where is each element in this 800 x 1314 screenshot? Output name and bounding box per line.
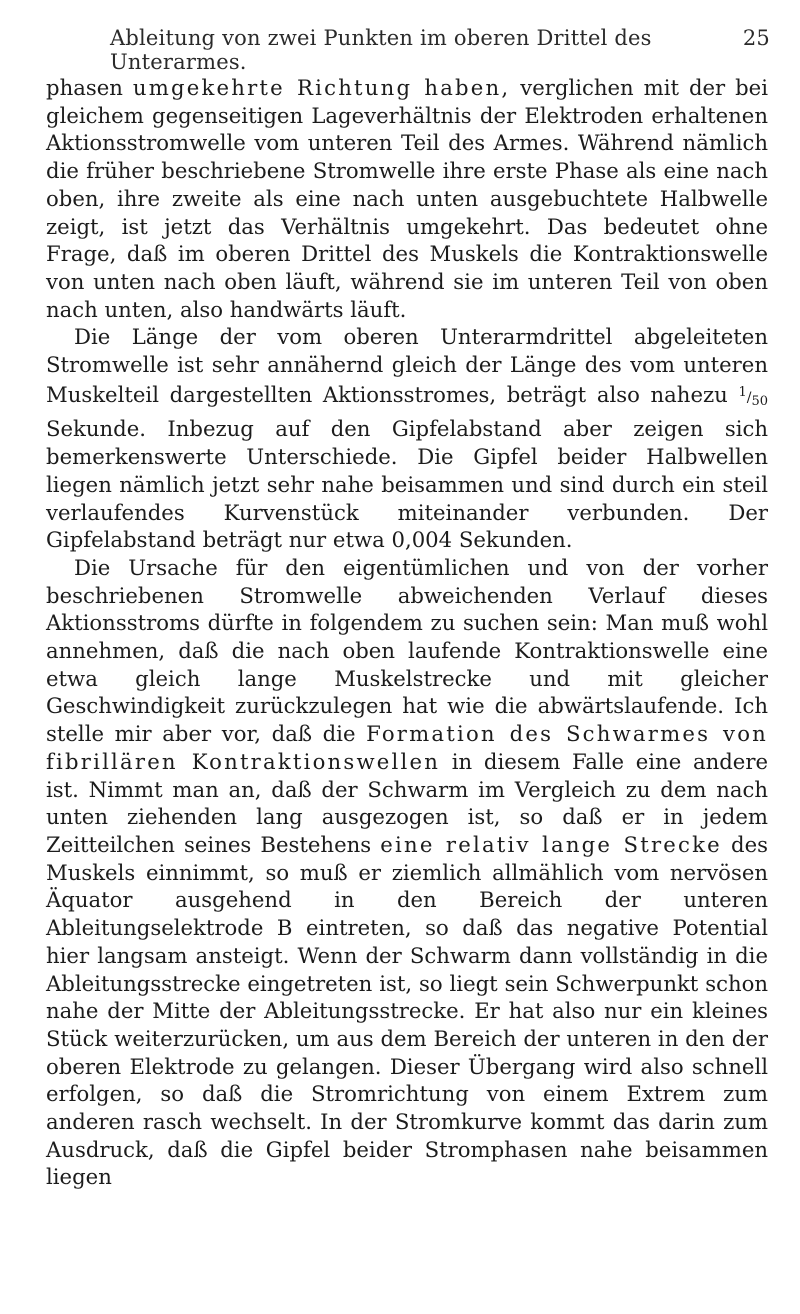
emphasized-text: umgekehrte Richtung haben, (132, 75, 511, 100)
paragraph (46, 323, 768, 554)
emphasized-text: eine relativ lange Strecke (380, 831, 722, 857)
text-run: phasen (46, 75, 133, 100)
fraction-numerator: 1 (738, 384, 747, 400)
paragraph (46, 554, 768, 1191)
body-text (46, 74, 768, 1191)
text-run: des Muskels einnimmt, so muß er ziemlich allmählich vom nervösen Äquator ausgehend in den Bereich der unteren Ableitungselektrode B eintreten, so daß das negative Potential hier langsam ansteigt. Wenn der Schwarm dann vollständig in die Ableitungsstrecke eingetreten ist, so liegt sein Schwerpunkt schon nahe der Mitte der Ableitungsstrecke. Er hat also nur ein kleines Stück weiterzurücken, um aus dem Bereich der unteren in den der oberen Elektrode zu gelangen. Dieser Übergang wird also schnell erfolgen, so daß die Stromrichtung von einem Extrem zum anderen rasch wechselt. In der Stromkurve kommt das darin zum Ausdruck, daß die Gipfel beider Stromphasen nahe beisammen liegen (46, 831, 768, 1190)
paragraph (46, 74, 768, 323)
fraction-denominator: 50 (751, 393, 768, 409)
text-run: Sekunde. Inbezug auf den Gipfelabstand aber zeigen sich bemerkenswerte Unterschiede. Die Gipfel beider Halbwellen liegen nämlich jetzt sehr nahe beisammen und sind durch ein steil verlaufendes Kurvenstück miteinander verbunden. Der Gipfelabstand beträgt nur etwa 0,004 Sekunden. (46, 416, 768, 553)
emphasized-text: Formation des Schwarmes von fibrillären Kontraktionswellen (46, 721, 768, 774)
running-header (110, 26, 770, 74)
text-run: Die Länge der vom oberen Unterarmdrittel abgeleiteten Stromwelle ist sehr annähernd gleich der Länge des vom unteren Muskelteil dargestellten Aktionsstromes, beträgt also nahezu (46, 324, 768, 407)
page-number: 25 (742, 26, 770, 50)
fraction-slash: / (746, 389, 752, 406)
text-run: verglichen mit der bei gleichem gegenseitigen Lageverhältnis der Elektroden erhaltenen Aktionsstromwelle vom unteren Teil des Armes. Während nämlich die früher beschriebene Stromwelle ihre erste Phase als eine nach oben, ihre zweite als eine nach unten ausgebuchtete Halbwelle zeigt, ist jetzt das Verhältnis umgekehrt. Das bedeutet ohne Frage, daß im oberen Drittel des Muskels die Kontraktionswelle von unten nach oben läuft, während sie im unteren Teil von oben nach unten, also handwärts läuft. (46, 75, 768, 322)
text-run: Die Ursache für den eigentümlichen und von der vorher beschriebenen Stromwelle abweichenden Verlauf dieses Aktionsstroms dürfte in folgendem zu suchen sein: Man muß wohl annehmen, daß die nach oben laufende Kontraktionswelle eine etwa gleich lange Muskelstrecke und mit gleicher Geschwindigkeit zurückzulegen hat wie die abwärtslaufende. Ich stelle mir aber vor, daß die (46, 554, 768, 747)
fraction (738, 384, 768, 409)
running-title: Ableitung von zwei Punkten im oberen Drittel des Unterarmes. (110, 26, 652, 74)
text-run: in diesem Falle eine andere ist. Nimmt man an, daß der Schwarm im Vergleich zu dem nach unten ziehenden lang ausgezogen ist, so daß er in jedem Zeitteilchen seines Bestehens (46, 748, 768, 857)
